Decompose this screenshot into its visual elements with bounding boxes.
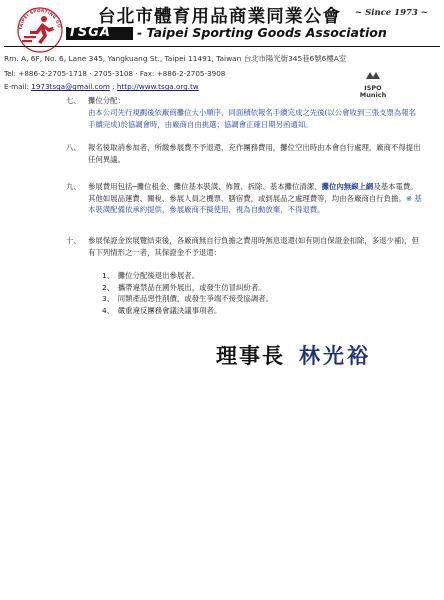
email-label: E-mail: [4, 82, 29, 91]
item-9-highlight: 攤位內無線上網 [321, 182, 374, 191]
tsga-logo [14, 4, 66, 56]
contact-line: Tel: +886-2-2705-1718 · 2705-3108 · Fax: +886-2-2705-3908 [4, 69, 226, 78]
website-link[interactable]: http://www.tsga.org.tw [116, 82, 199, 91]
header-divider [4, 46, 440, 47]
email-website-line: E-mail: 1973tsga@gmail.com ; http://www.tsga.org.tw [4, 82, 199, 91]
chairman-title: 理事長 [216, 343, 285, 368]
address-line: Rm. A, 6F, No. 6, Lane 345, Yangkuang St., Taipei 11491, Taiwan 台北市陽光街345巷6號6樓A室 [4, 54, 347, 63]
ispo-icon [365, 71, 381, 80]
item-10-body: 參展保證金俟展覽結束後，各廠商無自行負擔之費用時無息退還(如有則自保證金扣除，多退少補)，但有下列情形之一者，其保證金不予退還： [88, 236, 419, 257]
item-9-body-b: 及基本電費。其他如展品運費、關稅、參展人員之機票、膳宿費，或到展品之處理費等，均由各廠商自行負擔。 [88, 182, 418, 203]
sub-item: 4、 嚴重違反團務會議決議事項者。 [102, 305, 222, 315]
runner-icon [22, 16, 54, 44]
sub-item: 2、 攜帶違禁品在國外展出，或發生仿冒糾紛者。 [102, 282, 266, 292]
ispo-city: Munich [359, 91, 387, 99]
item-8-body: 報名後取消參加者，所繳參展費不予退還，充作團務費用，攤位空出時由本會自行處理，廠商不得提出任何異議。 [88, 143, 421, 164]
item-10-sublist [102, 270, 422, 316]
sub-item: 3、 同類產品惡性削價，或發生爭端不接受協調者。 [102, 294, 273, 304]
item-number-9: 九、 [66, 182, 81, 191]
item-9-body-a: 參展費用包括─攤位租金、攤位基本裝潢、佈置、拆除、基本攤位清潔、 [88, 182, 322, 191]
item-7-heading: 攤位分配： [88, 96, 125, 105]
since-label: ~ Since 1973 ~ [355, 8, 428, 18]
association-title-zh: 台北市體育用品商業同業公會 [98, 7, 342, 27]
item-9-body [88, 181, 422, 216]
item-7-body: 由本公司先行規劃後依廠商攤位大小順序，同面積依報名手續完成之先後(以公會收到三張支票為報名手續完成)於協調會時，由廠商自由挑選；協調會正確日期另函通知。 [88, 108, 417, 129]
ispo-label: ISPO [364, 84, 382, 92]
email-link[interactable]: 1973tsga@gmail.com [31, 82, 110, 91]
signature-line [216, 340, 371, 370]
tsga-wordmark: TSGA [68, 25, 111, 40]
sub-item: 1、 攤位分配後退出參展者。 [102, 271, 200, 280]
logo-ring-text: TAIPEI SPORTING GO [17, 7, 62, 31]
association-title-en: - Taipei Sporting Goods Association [137, 25, 387, 40]
item-9-note: ※ 基本裝潢配備依承約提供，參展廠商不擬使用，視為自動放棄，不得退費。 [88, 193, 422, 215]
item-number-10: 十、 [66, 236, 81, 245]
item-number-8: 八、 [66, 143, 81, 152]
item-number-7: 七、 [66, 96, 81, 105]
chairman-name: 林光裕 [299, 343, 371, 368]
